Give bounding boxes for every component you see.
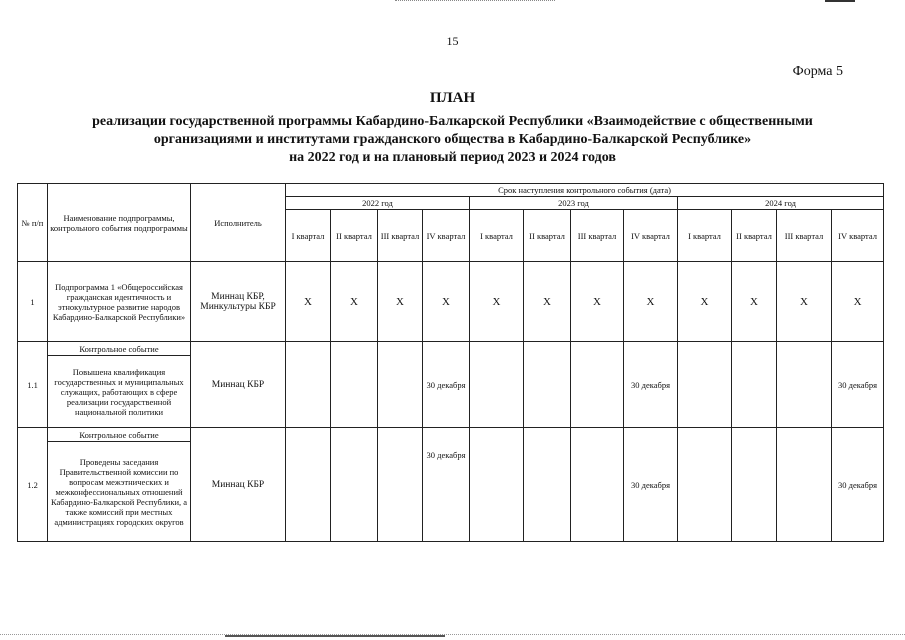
row-mark [732, 428, 777, 542]
header-quarter: III квартал [571, 210, 624, 262]
row-event-label: Контрольное событие [48, 342, 191, 356]
bottom-edge-mark [225, 635, 445, 637]
row-mark: 30 декабря [624, 428, 678, 542]
row-mark [571, 342, 624, 428]
header-quarter: III квартал [777, 210, 832, 262]
row-executor: Миннац КБР, Минкультуры КБР [191, 262, 286, 342]
form-label: Форма 5 [792, 64, 843, 79]
document-subtitle [40, 113, 865, 167]
document-title: ПЛАН [429, 90, 476, 106]
row-mark: X [524, 262, 571, 342]
row-mark [777, 428, 832, 542]
row-mark [331, 428, 378, 542]
row-mark [378, 428, 423, 542]
header-quarter: IV квартал [423, 210, 470, 262]
row-mark: 30 декабря [832, 428, 884, 542]
header-num: № п/п [18, 184, 48, 262]
header-year-2022: 2022 год [286, 197, 470, 210]
row-mark [732, 342, 777, 428]
row-mark [571, 428, 624, 542]
row-mark: X [378, 262, 423, 342]
page-number: 15 [446, 34, 459, 48]
row-mark: 30 декабря [423, 342, 470, 428]
row-mark: X [470, 262, 524, 342]
row-mark [331, 342, 378, 428]
row-mark [286, 342, 331, 428]
header-quarter: IV квартал [832, 210, 884, 262]
row-mark: 30 декабря [423, 428, 470, 542]
subtitle-line: организациями и институтами гражданского общества в Кабардино-Балкарской Республике» [153, 132, 752, 147]
row-mark: 30 декабря [832, 342, 884, 428]
row-mark [524, 342, 571, 428]
plan-table [17, 183, 884, 542]
row-mark [470, 342, 524, 428]
header-name: Наименование подпрограммы, контрольного события подпрограммы [48, 184, 191, 262]
row-event-label: Контрольное событие [48, 428, 191, 442]
row-mark [286, 428, 331, 542]
header-quarter: III квартал [378, 210, 423, 262]
row-mark [777, 342, 832, 428]
row-mark [678, 428, 732, 542]
row-mark: X [832, 262, 884, 342]
row-mark [378, 342, 423, 428]
table-row [18, 262, 884, 342]
table-row [18, 342, 884, 356]
subtitle-line: на 2022 год и на плановый период 2023 и 2024 годов [289, 150, 616, 165]
row-mark [678, 342, 732, 428]
row-mark: X [777, 262, 832, 342]
header-quarter: IV квартал [624, 210, 678, 262]
subtitle-line: реализации государственной программы Кабардино-Балкарской Республики «Взаимодействие с общественными [92, 114, 813, 129]
row-num: 1.1 [18, 342, 48, 428]
row-mark: 30 декабря [624, 342, 678, 428]
row-mark [470, 428, 524, 542]
row-name: Подпрограмма 1 «Общероссийская гражданская идентичность и этнокультурное развитие народов Кабардино-Балкарской Республики» [48, 262, 191, 342]
header-quarter: I квартал [678, 210, 732, 262]
top-edge-dots [395, 0, 555, 3]
header-executor: Исполнитель [191, 184, 286, 262]
row-executor: Миннац КБР [191, 428, 286, 542]
header-quarter: II квартал [524, 210, 571, 262]
row-executor: Миннац КБР [191, 342, 286, 428]
header-deadline: Срок наступления контрольного события (дата) [286, 184, 884, 197]
header-quarter: I квартал [286, 210, 331, 262]
header-year-2024: 2024 год [678, 197, 884, 210]
row-num: 1 [18, 262, 48, 342]
row-mark: X [732, 262, 777, 342]
row-mark: X [624, 262, 678, 342]
header-quarter: II квартал [732, 210, 777, 262]
header-year-2023: 2023 год [470, 197, 678, 210]
top-edge-mark [825, 0, 855, 2]
table-row [18, 428, 884, 442]
header-quarter: II квартал [331, 210, 378, 262]
row-mark: X [331, 262, 378, 342]
row-name: Проведены заседания Правительственной комиссии по вопросам межэтнических и межконфессиональных отношений Кабардино-Балкарской Республики, а также комиссий при местных администрациях городских округов [48, 442, 191, 542]
header-quarter: I квартал [470, 210, 524, 262]
row-mark: X [678, 262, 732, 342]
row-name: Повышена квалификация государственных и муниципальных служащих, работающих в сфере реализации государственной национальной политики [48, 356, 191, 428]
row-mark: X [571, 262, 624, 342]
row-mark [524, 428, 571, 542]
row-mark: X [423, 262, 470, 342]
bottom-edge-dots [0, 634, 905, 637]
row-num: 1.2 [18, 428, 48, 542]
row-mark: X [286, 262, 331, 342]
